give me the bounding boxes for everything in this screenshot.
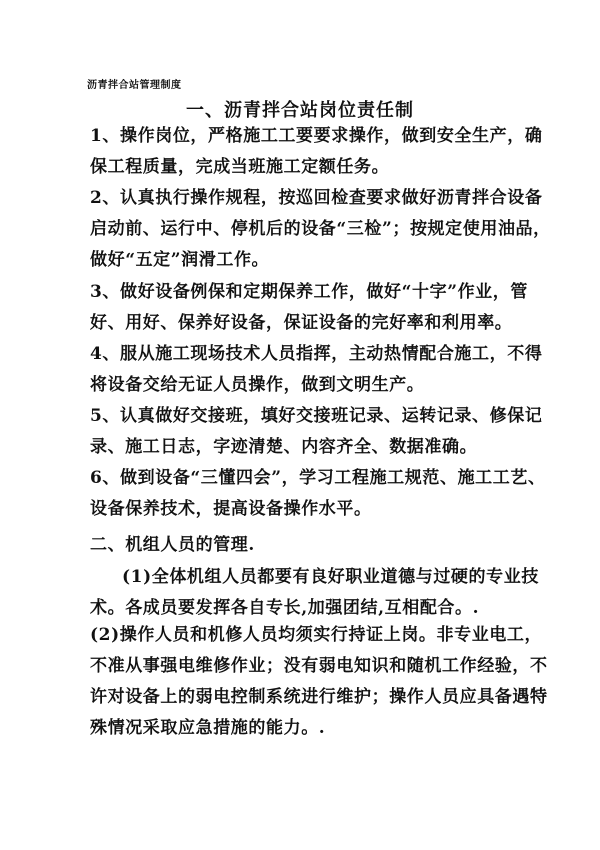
paragraph-line: 做好“五定”润滑工作。 [90, 250, 270, 270]
paragraph-line: 启动前、运行中、停机后的设备“三检”；按规定使用油品， [90, 219, 551, 239]
paragraph-line: 4、服从施工现场技术人员指挥，主动热情配合施工，不得 [90, 344, 543, 364]
paragraph-line: 保工程质量，完成当班施工定额任务。 [90, 157, 390, 177]
paragraph-line: 3、做好设备例保和定期保养工作，做好“十字”作业，管 [90, 282, 528, 302]
paragraph-line: 1、操作岗位，严格施工工要要求操作，做到安全生产，确 [90, 126, 543, 146]
section-title-crew-management: 二、机组人员的管理. [90, 535, 255, 555]
paragraph-item-1 [90, 121, 543, 183]
paragraph-crew-item-2 [90, 620, 548, 744]
paragraph-line: 将设备交给无证人员操作，做到文明生产。 [90, 375, 425, 395]
paragraph-item-4 [90, 339, 543, 401]
paragraph-line: 6、做到设备“三懂四会”，学习工程施工规范、施工工艺、 [90, 468, 546, 488]
paragraph-item-2 [90, 183, 551, 276]
paragraph-line: 许对设备上的弱电控制系统进行维护；操作人员应具备遇特 [90, 687, 548, 707]
paragraph-crew-item-1 [90, 562, 539, 624]
paragraph-item-5 [90, 401, 543, 463]
paragraph-line: 设备保养技术，提高设备操作水平。 [90, 499, 372, 519]
paragraph-line: 录、施工日志，字迹清楚、内容齐全、数据准确。 [90, 437, 478, 457]
section-title-responsibility: 一、沥青拌合站岗位责任制 [186, 100, 414, 121]
paragraph-item-3 [90, 277, 528, 339]
paragraph-line: 好、用好、保养好设备，保证设备的完好率和利用率。 [90, 313, 513, 333]
paragraph-line: 5、认真做好交接班，填好交接班记录、运转记录、修保记 [90, 406, 543, 426]
paragraph-line: 2、认真执行操作规程，按巡回检查要求做好沥青拌合设备 [90, 188, 543, 208]
paragraph-line: (1)全体机组人员都要有良好职业道德与过硬的专业技 [122, 567, 539, 587]
paragraph-line: 不准从事强电维修作业；没有弱电知识和随机工作经验，不 [90, 656, 548, 676]
paragraph-item-6 [90, 463, 546, 525]
document-header: 沥青拌合站管理制度 [87, 80, 182, 91]
paragraph-line: 术。各成员要发挥各自专长,加强团结,互相配合。. [90, 598, 480, 618]
paragraph-line: (2)操作人员和机修人员均须实行持证上岗。非专业电工， [90, 625, 543, 645]
paragraph-line: 殊情况采取应急措施的能力。. [90, 718, 326, 738]
